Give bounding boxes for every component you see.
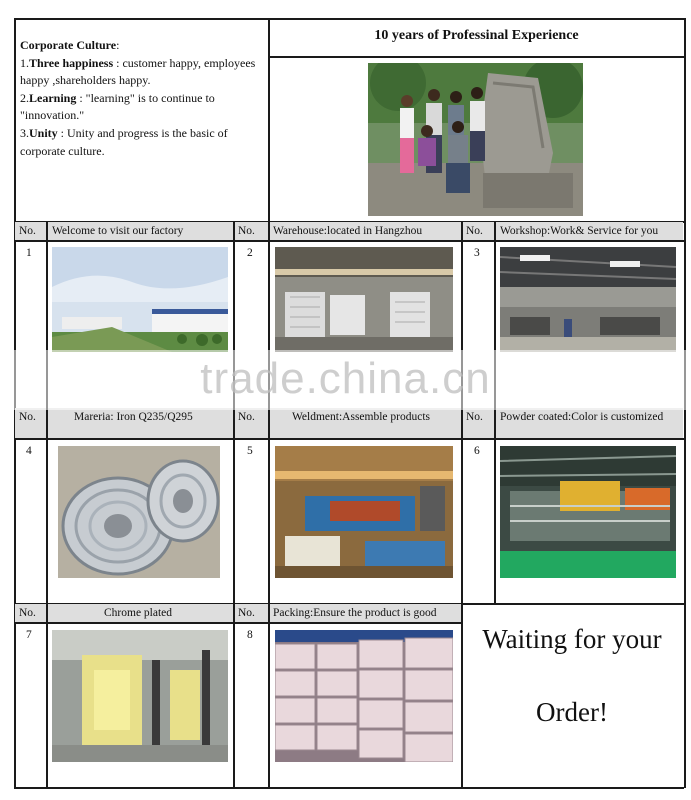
no-label: No. [238, 225, 255, 237]
waiting-for-order-text [461, 620, 683, 731]
culture-item-1: 1.Three happiness : customer happy, employees happy ,shareholders happy. [20, 55, 256, 88]
experience-title: 10 years of Professinal Experience [374, 28, 579, 43]
caption-3: Workshop:Work& Service for you [500, 225, 659, 237]
cell-number: 6 [474, 445, 480, 457]
no-label: No. [238, 607, 255, 619]
caption-5: Weldment:Assemble products [292, 411, 431, 423]
culture-item-3: 3.Unity : Unity and progress is the basic of corporate culture. [20, 125, 228, 158]
team-photo [368, 63, 583, 216]
no-label: No. [466, 411, 483, 423]
factory-photo [52, 247, 228, 352]
corporate-culture-text: Corporate Culture: 1.Three happiness : customer happy, employees happy ,shareholders happy. 2.Learning : "learning" is to continue to "innovation." 3.Unity : Unity and progress is the basic of corporate culture. [20, 37, 266, 160]
cell-number: 3 [474, 247, 480, 259]
watermark-text: trade.china.cn [200, 354, 491, 403]
caption-7: Chrome plated [104, 607, 173, 619]
no-label: No. [19, 607, 36, 619]
chrome-plating-photo [52, 630, 228, 762]
packing-photo [275, 630, 453, 762]
warehouse-photo [275, 247, 453, 352]
cell-number: 2 [247, 247, 253, 259]
iron-wire-photo [58, 446, 220, 578]
caption-2: Warehouse:located in Hangzhou [273, 225, 423, 237]
no-label: No. [19, 411, 36, 423]
waiting-line-2: Order! [536, 697, 608, 727]
caption-8: Packing:Ensure the product is good [273, 607, 437, 619]
no-label: No. [238, 411, 255, 423]
caption-6: Powder coated:Color is customized [500, 411, 664, 423]
caption-1: Welcome to visit our factory [52, 225, 184, 237]
culture-heading: Corporate Culture [20, 38, 117, 52]
cell-number: 5 [247, 445, 253, 457]
no-label: No. [466, 225, 483, 237]
culture-item-2: 2.Learning : "learning" is to continue to "innovation." [20, 90, 215, 123]
workshop-photo [500, 247, 676, 352]
no-label: No. [19, 225, 36, 237]
welding-photo [275, 446, 453, 578]
cell-number: 4 [26, 445, 32, 457]
powder-coating-photo [500, 446, 676, 578]
cell-number: 1 [26, 247, 32, 259]
caption-4: Mareria: Iron Q235/Q295 [74, 411, 193, 423]
cell-number: 8 [247, 629, 253, 641]
cell-number: 7 [26, 629, 32, 641]
waiting-line-1: Waiting for your [482, 624, 662, 654]
